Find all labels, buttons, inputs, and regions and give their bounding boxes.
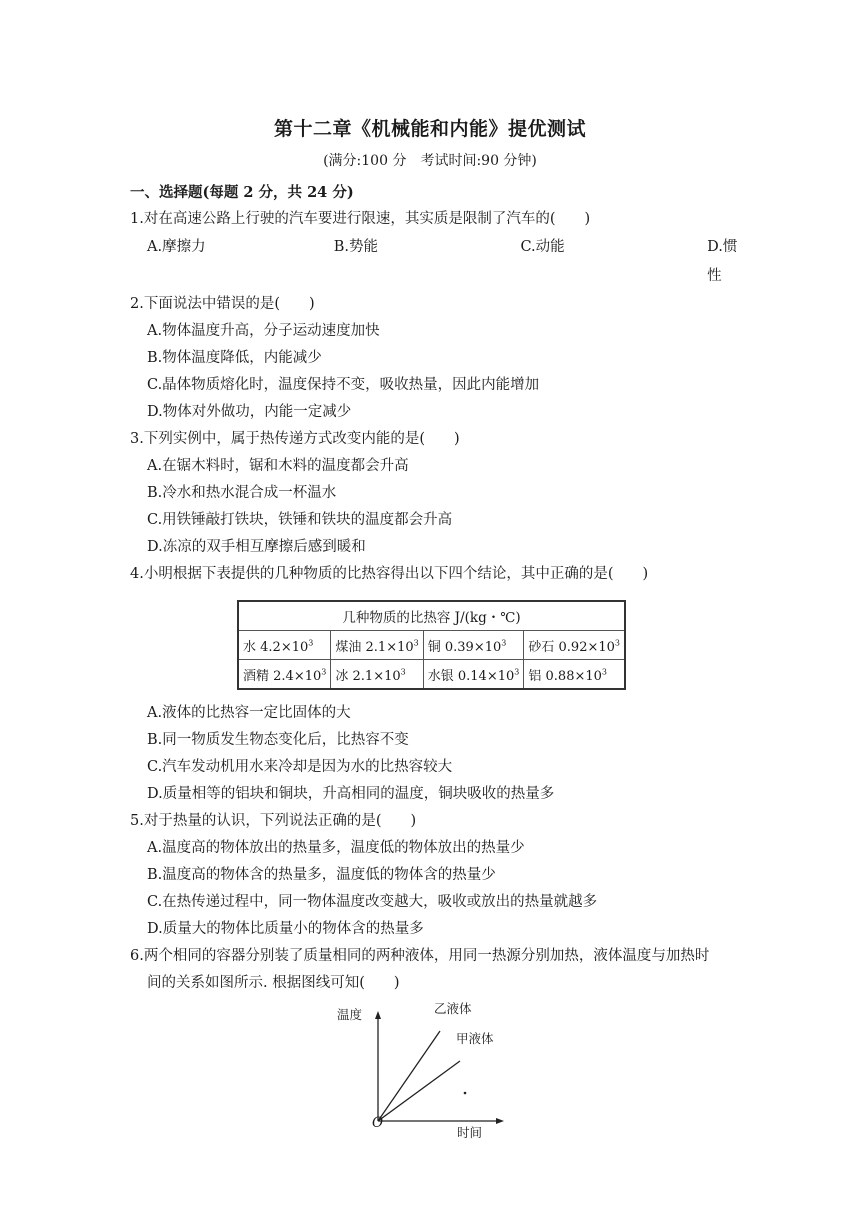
- stray-dot: [464, 1092, 467, 1095]
- specific-heat-table-wrap: [237, 600, 750, 690]
- option-c: C.汽车发动机用水来冷却是因为水的比热容较大: [147, 759, 453, 775]
- line-a: [378, 1061, 460, 1121]
- x-axis-arrow: [496, 1118, 504, 1124]
- option-a: A.摩擦力: [147, 239, 206, 255]
- option-a: A.在锯木料时，锯和木料的温度都会升高: [147, 458, 409, 474]
- option-c: C.在热传递过程中，同一物体温度改变越大，吸收或放出的热量就越多: [147, 894, 598, 910]
- section-heading: 一、选择题(每题 2 分，共 24 分): [130, 184, 354, 201]
- option-d: D.质量相等的铝块和铜块，升高相同的温度，铜块吸收的热量多: [147, 786, 555, 802]
- table-cell: 水银 $0.14\times 10^3$: [423, 660, 524, 690]
- table-cell: 煤油 $2.1\times 10^3$: [331, 631, 423, 660]
- table-cell: 酒精 $2.4\times 10^3$: [238, 660, 331, 690]
- line-a-label: 甲液体: [456, 1031, 494, 1046]
- option-c: C.晶体物质熔化时，温度保持不变，吸收热量，因此内能增加: [147, 377, 540, 393]
- option-b: B.物体温度降低，内能减少: [147, 350, 322, 366]
- table-cell: 冰 $2.1\times 10^3$: [331, 660, 423, 690]
- line-b-label: 乙液体: [434, 1001, 472, 1016]
- question-5: [130, 808, 750, 943]
- option-b: B.温度高的物体含的热量多，温度低的物体含的热量少: [147, 867, 496, 883]
- origin-label: O: [372, 1115, 384, 1131]
- table-cell: 水 $4.2\times 10^3$: [238, 631, 331, 660]
- question-stem-line1: 6.两个相同的容器分别装了质量相同的两种液体，用同一热源分别加热，液体温度与加热时: [130, 948, 710, 964]
- table-cell: 铜 $0.39\times 10^3$: [423, 631, 524, 660]
- y-axis-arrow: [375, 1011, 381, 1019]
- question-stem: 5.对于热量的认识，下列说法正确的是( ): [130, 813, 417, 829]
- table-cell: 砂石 $0.92\times 10^3$: [524, 631, 625, 660]
- question-3: [130, 426, 750, 561]
- table-row: [238, 631, 625, 660]
- option-b: B.同一物质发生物态变化后，比热容不变: [147, 732, 409, 748]
- options-row: [130, 233, 750, 291]
- option-a: A.物体温度升高，分子运动速度加快: [147, 323, 380, 339]
- option-a: A.温度高的物体放出的热量多，温度低的物体放出的热量少: [147, 840, 525, 856]
- exam-content: [130, 179, 750, 1147]
- question-2: [130, 291, 750, 426]
- y-axis-label: 温度: [337, 1007, 363, 1022]
- option-d: D.质量大的物体比质量小的物体含的热量多: [147, 921, 424, 937]
- option-c: C.动能: [520, 239, 565, 255]
- option-b: B.势能: [333, 239, 378, 255]
- page-title: 第十二章《机械能和内能》提优测试: [273, 118, 586, 140]
- line-b: [378, 1031, 440, 1121]
- question-6: [130, 943, 750, 1147]
- question-stem: 3.下列实例中，属于热传递方式改变内能的是( ): [130, 431, 460, 447]
- option-d: D.物体对外做功，内能一定减少: [147, 404, 352, 420]
- question-stem: 1.对在高速公路上行驶的汽车要进行限速，其实质是限制了汽车的( ): [130, 211, 591, 227]
- question-stem: 2.下面说法中错误的是( ): [130, 296, 315, 312]
- x-axis-label: 时间: [457, 1125, 483, 1140]
- question-stem-line2: 间的关系如图所示. 根据图线可知( ): [147, 975, 400, 991]
- table-row: [238, 660, 625, 690]
- page-subtitle: (满分:100 分 考试时间:90 分钟): [323, 153, 537, 169]
- option-c: C.用铁锤敲打铁块，铁锤和铁块的温度都会升高: [147, 512, 453, 528]
- option-d: D.冻凉的双手相互摩擦后感到暖和: [147, 539, 366, 555]
- question-1: [130, 206, 750, 291]
- question-stem: 4.小明根据下表提供的几种物质的比热容得出以下四个结论，其中正确的是( ): [130, 566, 649, 582]
- option-b: B.冷水和热水混合成一杯温水: [147, 485, 337, 501]
- question-4: [130, 561, 750, 808]
- temperature-time-graph: [130, 997, 750, 1147]
- table-cell: 铝 $0.88\times 10^3$: [524, 660, 625, 690]
- specific-heat-table: [237, 600, 626, 690]
- table-caption: 几种物质的比热容 J/(kg・℃): [238, 601, 625, 631]
- option-a: A.液体的比热容一定比固体的大: [147, 705, 351, 721]
- option-d: D.惯性: [707, 239, 738, 284]
